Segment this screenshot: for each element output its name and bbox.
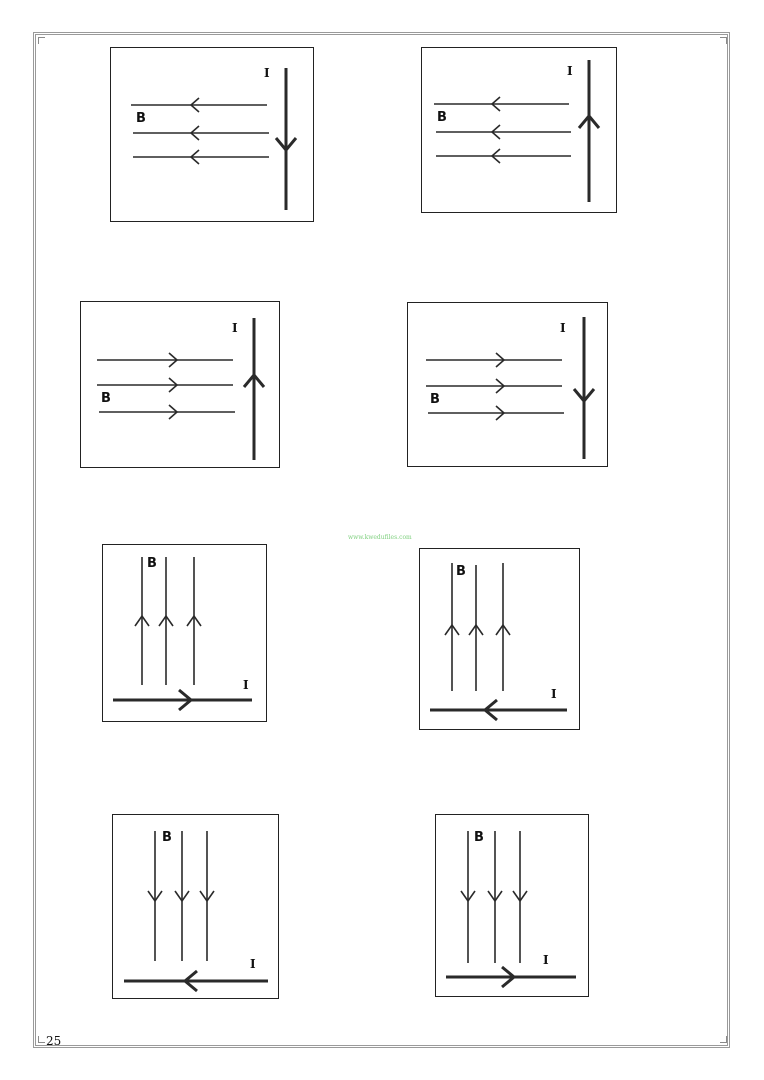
current-label: I: [567, 64, 573, 78]
diagram-4-drawing: [408, 303, 609, 468]
field-label: B: [147, 556, 157, 571]
current-label: I: [560, 321, 566, 335]
diagram-5: [102, 544, 267, 722]
diagram-8: [435, 814, 589, 997]
diagram-2: [421, 47, 617, 213]
field-label: B: [136, 111, 146, 126]
diagram-3-drawing: [81, 302, 281, 469]
field-label: B: [101, 391, 111, 406]
diagram-3: [80, 301, 280, 468]
corner-mark: [720, 1036, 727, 1043]
current-label: I: [232, 321, 238, 335]
diagram-1: [110, 47, 314, 222]
field-label: B: [456, 564, 466, 579]
diagram-7: [112, 814, 279, 999]
current-label: I: [551, 687, 557, 701]
current-label: I: [243, 678, 249, 692]
diagram-8-drawing: [436, 815, 590, 998]
current-label: I: [250, 957, 256, 971]
field-label: B: [474, 830, 484, 845]
field-label: B: [430, 392, 440, 407]
corner-mark: [720, 37, 727, 44]
diagram-4: [407, 302, 608, 467]
diagram-5-drawing: [103, 545, 268, 723]
diagram-6-drawing: [420, 549, 581, 731]
current-label: I: [543, 953, 549, 967]
watermark: www.kwedufiles.com: [348, 534, 412, 541]
diagram-6: [419, 548, 580, 730]
current-label: I: [264, 66, 270, 80]
diagram-2-drawing: [422, 48, 618, 214]
page-number: 25: [46, 1034, 62, 1048]
diagram-7-drawing: [113, 815, 280, 1000]
field-label: B: [162, 830, 172, 845]
corner-mark: [38, 1036, 45, 1043]
corner-mark: [38, 37, 45, 44]
diagram-1-drawing: [111, 48, 315, 223]
field-label: B: [437, 110, 447, 125]
